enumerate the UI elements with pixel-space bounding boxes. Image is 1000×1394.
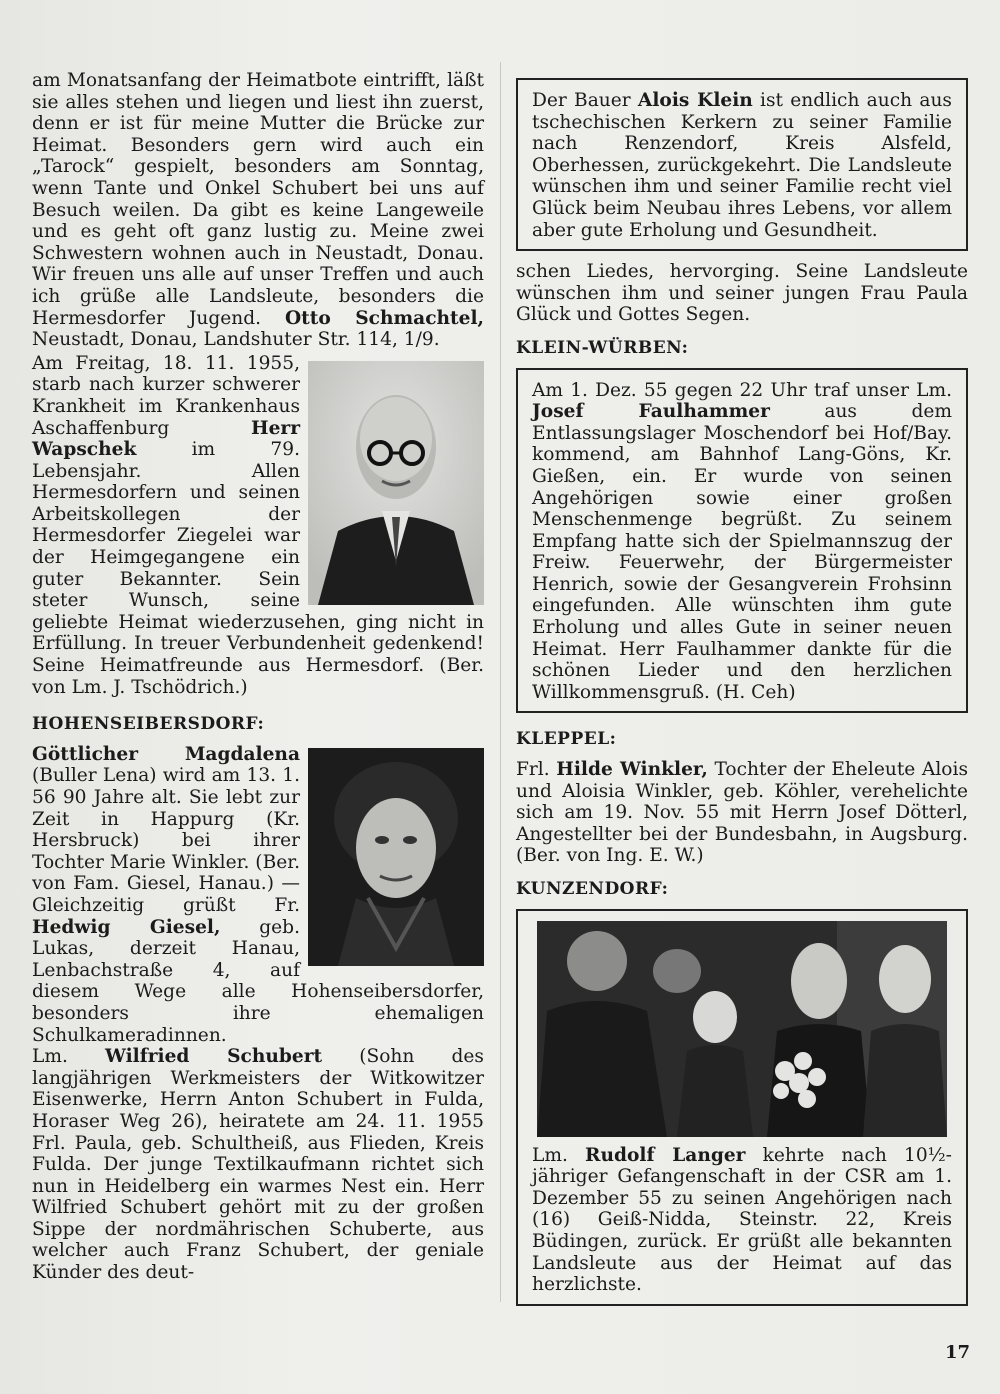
left-column xyxy=(32,70,484,1284)
birthday-name: Göttlicher Magdalena xyxy=(32,743,300,765)
notice-box-alois-klein: Der Bauer Alois Klein ist endlich auch aus tschechischen Kerkern zu seiner Familie nach Renzendorf, Kreis Alsfeld, Oberhessen, zurückgekehrt. Die Landsleute wünschen ihm und seiner Familie recht viel Glück beim Neubau ihres Lebens, vor allem aber gute Erholung und Gesundheit. xyxy=(516,78,968,251)
photo-caption-box xyxy=(516,909,968,1306)
faulhammer-name: Josef Faulhammer xyxy=(532,401,770,423)
intro-paragraph: am Monatsanfang der Heimatbote eintrifft, läßt sie alles stehen und liegen und liest ihn zuerst, denn er ist für meine Mutter die Brücke zur Heimat. Besonders gern wird auch ein „Tarock“ gespielt, besonders am Sonntag, wenn Tante und Onkel Schubert bei uns auf Besuch weilen. Da gibt es keine Langeweile und es geht oft ganz lustig zu. Meine zwei Schwestern wohnen auch in Neustadt, Donau. Wir freuen uns alle auf unser Treffen und auch ich grüße alle Landsleute, besonders die Hermesdorfer Jugend. Otto Schmachtel, Neustadt, Donau, Landshuter Str. 114, 1/9. xyxy=(32,70,484,351)
section-heading-kunzendorf: KUNZENDORF: xyxy=(516,879,669,899)
page-number: 17 xyxy=(944,1342,970,1363)
section-heading-klein-wuerben: KLEIN-WÜRBEN: xyxy=(516,337,689,358)
obituary-paragraph: Am Freitag, 18. 11. 1955, starb nach kurzer schwerer Krankheit im Krankenhaus Aschaffenburg Herr Wapschek im 79. Lebensjahr. Allen Hermesdorfern und seinen Arbeitskollegen der Hermesdorfer Ziegelei war der Heimgegangene ein guter Bekannter. Sein steter Wunsch, seine geliebte Heimat wiederzusehen, ging nicht in Erfüllung. In treuer Verbundenheit gedenkend! Seine Heimatfreunde aus Hermesdorf. (Ber. von Lm. J. Tschödrich.) xyxy=(32,352,484,698)
obituary-name: Herr Wapschek xyxy=(32,417,300,461)
section-heading-hohenseibersdorf: HOHENSEIBERSDORF: xyxy=(32,714,265,735)
photo-caption: Lm. Rudolf Langer kehrte nach 10½-jähriger Gefangenschaft in der CSR am 1. Dezember 55 zu seinen Angehörigen nach (16) Geiß-Nidda, Steinstr. 22, Kreis Büdingen, zurück. Er grüßt alle bekannten Landsleute aus der Heimat auf das herzlichste. xyxy=(532,1144,952,1296)
returnee-name: Alois Klein xyxy=(637,90,753,111)
right-column xyxy=(516,70,968,1306)
continuation-paragraph: schen Liedes, hervorging. Seine Landsleute wünschen ihm und seiner jungen Frau Paula Glück und Gottes Segen. xyxy=(516,261,968,326)
birthday-paragraph: Göttlicher Magdalena (Buller Lena) wird am 13. 1. 56 90 Jahre alt. Sie lebt zur Zeit in Happurg (Kr. Hersbruck) bei ihrer Tochter Marie Winkler. (Ber. von Fam. Giesel, Hanau.) — Gleichzeitig grüßt Fr. Hedwig Giesel, geb. Lukas, derzeit Hanau, Lenbachstraße 4, auf diesem Wege alle Hohenseibersdorfer, besonders ihre ehemaligen Schulkameradinnen. xyxy=(32,743,484,1046)
portrait-wapschek xyxy=(308,361,484,605)
portrait-goettlicher xyxy=(308,748,484,966)
notice-box-faulhammer: Am 1. Dez. 55 gegen 22 Uhr traf unser Lm. Josef Faulhammer aus dem Entlassungslager Moschendorf bei Hof/Bay. kommend, am Bahnhof Lang-Göns, Kr. Gießen, ein. Er wurde von seinen Angehörigen sowie einer großen Menschenmenge begrüßt. Zu seinem Empfang hatte sich der Spielmannszug der Freiw. Feuerwehr, der Bürgermeister Henrich, sowie der Gesangverein Frohsinn eingefunden. Alle wünschten ihm gute Erholung und alles Gute in seiner neuen Heimat. Herr Faulhammer dankte für die schönen Lieder und den herzlichen Willkommensgruß. (H. Ceh) xyxy=(516,368,968,714)
section-heading-kleppel: KLEPPEL: xyxy=(516,729,617,750)
obituary-block xyxy=(32,353,484,699)
birthday-block xyxy=(32,744,484,1046)
kleppel-name: Hilde Winkler, xyxy=(556,759,708,781)
column-divider xyxy=(500,62,501,1302)
greeting-name: Hedwig Giesel, xyxy=(32,916,221,938)
kleppel-paragraph: Frl. Hilde Winkler, Tochter der Eheleute Alois und Aloisia Winkler, geb. Köhler, verehelichte sich am 19. Nov. 55 mit Herrn Josef Dötterl, Angestellter bei der Bundesbahn, in Augsburg. (Ber. von Ing. E. W.) xyxy=(516,759,968,867)
wedding-name: Wilfried Schubert xyxy=(105,1046,323,1068)
photo-rudolf-langer xyxy=(537,921,947,1137)
intro-author-address: Neustadt, Donau, Landshuter Str. 114, 1/9. xyxy=(32,329,440,351)
intro-author-name: Otto Schmachtel, xyxy=(284,307,484,329)
caption-name: Rudolf Langer xyxy=(585,1144,746,1166)
wedding-paragraph: Lm. Wilfried Schubert (Sohn des langjährigen Werkmeisters der Witkowitzer Eisenwerke, Herrn Anton Schubert in Fulda, Horaser Weg 26), heiratete am 24. 11. 1955 Frl. Paula, geb. Schultheiß, aus Flieden, Kreis Fulda. Der junge Textilkaufmann richtet sich nun in Heidelberg ein warmes Nest ein. Herr Wilfried Schubert gehört mit zu der großen Sippe der nordmährischen Schuberte, aus welcher auch Franz Schubert, der geniale Künder des deut- xyxy=(32,1046,484,1284)
